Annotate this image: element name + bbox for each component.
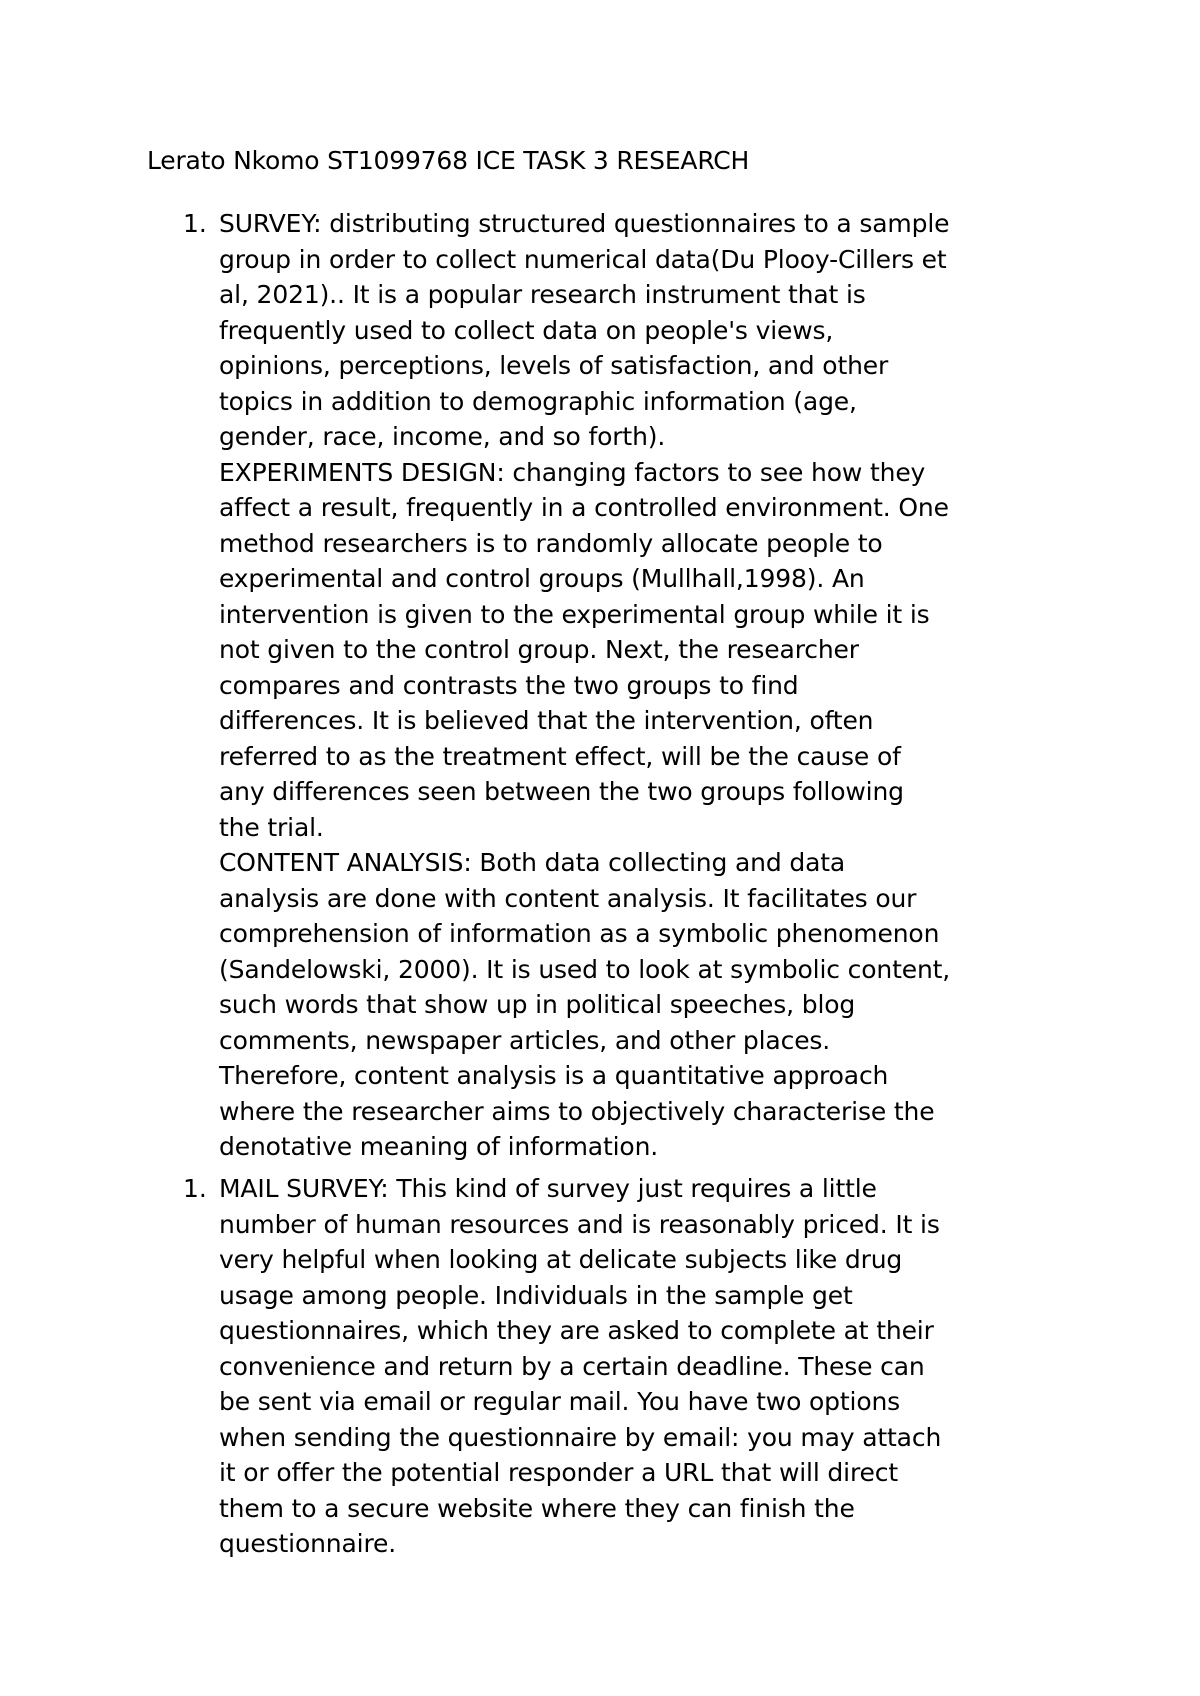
text-line: analysis are done with content analysis. It facilitates our [219, 883, 917, 913]
text-line: gender, race, income, and so forth). [219, 422, 666, 451]
text-line: the trial. [219, 812, 324, 842]
paragraph-content-analysis [219, 845, 1059, 1165]
numbered-list [0, 206, 1200, 1165]
text-line: group in order to collect numerical data(Du Plooy-Cillers et [219, 244, 947, 274]
text-line: (Sandelowski, 2000). It is used to look at symbolic content, [219, 954, 951, 984]
text-line: be sent via email or regular mail. You have two options [219, 1387, 901, 1416]
paragraph-mail-survey [219, 1171, 1059, 1562]
text-line: frequently used to collect data on people's views, [219, 315, 834, 345]
text-line: CONTENT ANALYSIS: Both data collecting and data [219, 848, 846, 877]
text-line: them to a secure website where they can finish the [219, 1493, 855, 1523]
text-line: any differences seen between the two groups following [219, 777, 904, 806]
text-line: referred to as the treatment effect, will be the cause of [219, 741, 901, 771]
text-line: such words that show up in political speeches, blog [219, 990, 856, 1019]
document-title: Lerato Nkomo ST1099768 ICE TASK 3 RESEARCH [147, 146, 750, 175]
text-line: intervention is given to the experimental group while it is [219, 599, 930, 629]
text-line: MAIL SURVEY: This kind of survey just requires a little [219, 1174, 877, 1203]
list-item [0, 1171, 1200, 1562]
text-line: number of human resources and is reasonably priced. It is [219, 1209, 940, 1239]
list-number: 1. [183, 209, 207, 238]
numbered-list [0, 1171, 1200, 1562]
text-line: denotative meaning of information. [219, 1132, 659, 1161]
text-line: it or offer the potential responder a URL that will direct [219, 1458, 898, 1487]
text-line: al, 2021).. It is a popular research instrument that is [219, 280, 866, 309]
text-line: questionnaires, which they are asked to complete at their [219, 1316, 934, 1345]
list-item [0, 206, 1200, 1165]
text-line: affect a result, frequently in a controlled environment. One [219, 493, 949, 522]
text-line: topics in addition to demographic information (age, [219, 386, 857, 416]
text-line: experimental and control groups (Mullhall,1998). An [219, 564, 865, 593]
text-line: opinions, perceptions, levels of satisfaction, and other [219, 351, 889, 380]
text-line: method researchers is to randomly allocate people to [219, 528, 883, 558]
paragraph-survey [219, 206, 1059, 455]
text-line: convenience and return by a certain deadline. These can [219, 1351, 925, 1381]
text-line: comments, newspaper articles, and other places. [219, 1025, 831, 1055]
text-line: usage among people. Individuals in the sample get [219, 1280, 853, 1310]
text-line: compares and contrasts the two groups to find [219, 670, 799, 700]
text-line: Therefore, content analysis is a quantitative approach [219, 1061, 889, 1090]
text-line: very helpful when looking at delicate subjects like drug [219, 1245, 903, 1274]
text-line: where the researcher aims to objectively characterise the [219, 1096, 935, 1126]
text-line: differences. It is believed that the intervention, often [219, 706, 874, 735]
text-line: EXPERIMENTS DESIGN: changing factors to see how they [219, 457, 926, 487]
text-line: questionnaire. [219, 1529, 397, 1558]
text-line: comprehension of information as a symbolic phenomenon [219, 919, 940, 948]
text-line: when sending the questionnaire by email: you may attach [219, 1422, 942, 1452]
paragraph-experiments-design [219, 455, 1059, 846]
text-line: not given to the control group. Next, the researcher [219, 635, 859, 664]
list-number: 1. [183, 1174, 207, 1203]
text-line: SURVEY: distributing structured questionnaires to a sample [219, 209, 950, 238]
